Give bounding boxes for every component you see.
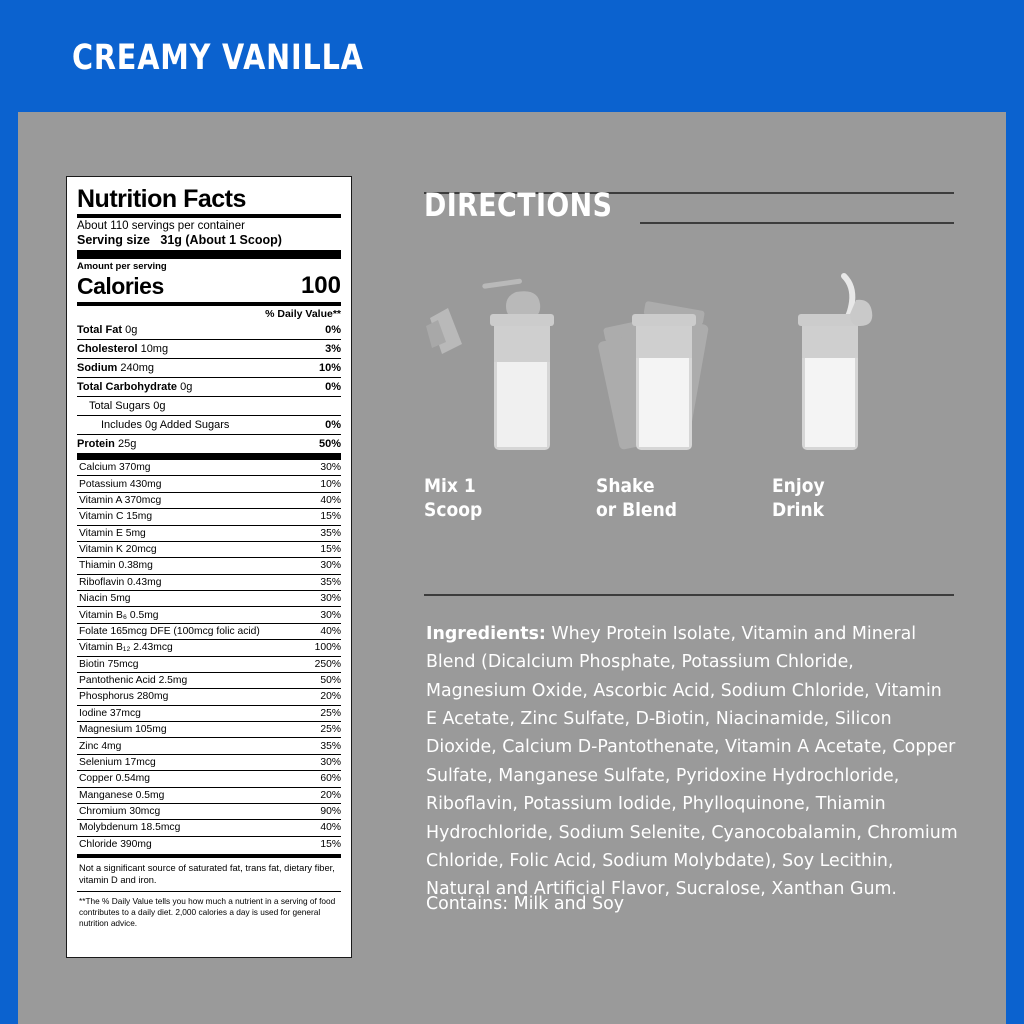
micronutrient-daily-value: 10% — [320, 478, 341, 490]
micronutrient-row — [77, 804, 341, 820]
micronutrient-row — [77, 722, 341, 738]
ingredients-label: Ingredients: — [426, 624, 546, 644]
directions-steps — [424, 270, 954, 570]
micronutrient-row — [77, 738, 341, 754]
nutrition-row-daily-value: 0% — [325, 324, 341, 336]
nutrition-row — [77, 416, 341, 435]
left-blue-border — [0, 112, 18, 1024]
serving-size-label: Serving size — [77, 233, 150, 247]
micronutrient-row — [77, 673, 341, 689]
direction-step-2-line2: or Blend — [596, 498, 678, 521]
direction-step-1 — [424, 270, 594, 523]
nutrition-row-name: Total Fat 0g — [77, 324, 138, 336]
micronutrient-name: Manganese 0.5mg — [79, 789, 165, 801]
micronutrient-daily-value: 15% — [320, 838, 341, 850]
micronutrient-name: Copper 0.54mg — [79, 773, 150, 785]
micronutrient-daily-value: 250% — [314, 658, 341, 670]
micronutrient-row — [77, 640, 341, 656]
serving-size-value: 31g (About 1 Scoop) — [160, 233, 282, 247]
nutrition-row — [77, 359, 341, 378]
nutrition-row-name: Includes 0g Added Sugars — [101, 419, 230, 431]
micronutrient-row — [77, 788, 341, 804]
micronutrient-daily-value: 40% — [320, 494, 341, 506]
nutrition-row-name: Cholesterol 10mg — [77, 343, 169, 355]
micronutrient-name: Vitamin B₁₂ 2.43mcg — [79, 642, 173, 654]
micronutrient-daily-value: 25% — [320, 707, 341, 719]
micronutrient-name: Biotin 75mcg — [79, 658, 139, 670]
micronutrient-daily-value: 30% — [320, 462, 341, 474]
micronutrient-name: Vitamin A 370mcg — [79, 494, 162, 506]
micronutrient-row — [77, 771, 341, 787]
divider — [77, 250, 341, 259]
servings-per-container: About 110 servings per container — [77, 220, 245, 232]
micronutrient-daily-value: 20% — [320, 691, 341, 703]
micronutrient-daily-value: 60% — [320, 773, 341, 785]
micronutrient-name: Chromium 30mcg — [79, 806, 161, 818]
nutrition-row-name: Sodium 240mg — [77, 362, 155, 374]
micronutrient-name: Chloride 390mg — [79, 838, 152, 850]
micronutrient-name: Iodine 37mcg — [79, 707, 141, 719]
nutrition-row — [77, 321, 341, 340]
micronutrient-name: Vitamin K 20mcg — [79, 544, 157, 556]
page-title: CREAMY VANILLA — [72, 38, 364, 78]
nutrition-row — [77, 397, 341, 416]
micronutrient-row — [77, 460, 341, 476]
micronutrient-daily-value: 50% — [320, 675, 341, 687]
micronutrient-name: Pantothenic Acid 2.5mg — [79, 675, 188, 687]
page-header — [0, 0, 1024, 112]
micronutrient-name: Zinc 4mg — [79, 740, 122, 752]
micronutrient-row — [77, 542, 341, 558]
daily-value-footnote: **The % Daily Value tells you how much a nutrient in a serving of food contributes to a daily diet. 2,000 calories a day is used for general nutrition advice. — [79, 896, 336, 928]
micronutrient-daily-value: 100% — [314, 642, 341, 654]
amount-per-serving-label: Amount per serving — [77, 261, 167, 272]
directions-title: DIRECTIONS — [424, 186, 613, 224]
micronutrient-name: Calcium 370mg — [79, 462, 151, 474]
direction-step-1-line2: Scoop — [424, 498, 483, 521]
micronutrient-row — [77, 558, 341, 574]
micronutrient-row — [77, 526, 341, 542]
micronutrient-name: Riboflavin 0.43mg — [79, 576, 162, 588]
micronutrient-row — [77, 755, 341, 771]
calories-row — [77, 272, 341, 302]
micronutrient-name: Vitamin C 15mg — [79, 511, 153, 523]
ingredients-block — [426, 620, 958, 904]
nutrition-row-daily-value: 0% — [325, 419, 341, 431]
micronutrient-daily-value: 15% — [320, 544, 341, 556]
micronutrient-daily-value: 40% — [320, 625, 341, 637]
nutrition-row-daily-value: 50% — [318, 438, 341, 450]
nutrition-main-rows — [77, 321, 341, 454]
contains-allergens: Contains: Milk and Soy — [426, 894, 625, 914]
direction-step-2 — [596, 270, 766, 523]
nutrition-row-daily-value: 3% — [325, 343, 341, 355]
micronutrient-row — [77, 820, 341, 836]
direction-step-1-line1: Mix 1 — [424, 475, 476, 497]
shaking-shaker-icon — [596, 270, 766, 470]
micronutrient-name: Niacin 5mg — [79, 593, 131, 605]
micronutrient-name: Molybdenum 18.5mcg — [79, 822, 181, 834]
micronutrient-name: Vitamin E 5mg — [79, 527, 146, 539]
micronutrient-row — [77, 607, 341, 623]
micronutrient-row — [77, 689, 341, 705]
direction-step-3-line2: Drink — [772, 498, 825, 521]
micronutrient-row — [77, 837, 341, 852]
ingredients-top-rule — [424, 594, 954, 596]
micronutrient-row — [77, 657, 341, 673]
micronutrient-name: Phosphorus 280mg — [79, 691, 169, 703]
serving-size-row — [77, 232, 341, 250]
micronutrient-row — [77, 575, 341, 591]
nutrition-micronutrient-rows — [77, 460, 341, 852]
micronutrient-name: Folate 165mcg DFE (100mcg folic acid) — [79, 625, 260, 637]
direction-step-3-line1: Enjoy — [772, 475, 825, 497]
scoop-and-shaker-icon — [424, 270, 594, 470]
micronutrient-daily-value: 30% — [320, 756, 341, 768]
micronutrient-row — [77, 476, 341, 492]
micronutrient-name: Magnesium 105mg — [79, 724, 167, 736]
directions-header — [424, 186, 954, 224]
nutrition-row-name: Protein 25g — [77, 438, 137, 450]
nutrition-row-name: Total Carbohydrate 0g — [77, 381, 193, 393]
nutrition-row-daily-value: 10% — [318, 362, 341, 374]
micronutrient-name: Potassium 430mg — [79, 478, 162, 490]
micronutrient-daily-value: 35% — [320, 527, 341, 539]
micronutrient-daily-value: 15% — [320, 511, 341, 523]
nutrition-facts-panel — [66, 176, 352, 958]
micronutrient-daily-value: 20% — [320, 789, 341, 801]
micronutrient-daily-value: 35% — [320, 740, 341, 752]
micronutrient-daily-value: 30% — [320, 593, 341, 605]
micronutrient-row — [77, 591, 341, 607]
micronutrient-row — [77, 509, 341, 525]
micronutrient-daily-value: 30% — [320, 609, 341, 621]
calories-value: 100 — [300, 272, 341, 299]
nutrition-facts-title: Nutrition Facts — [77, 185, 246, 213]
micronutrient-daily-value: 40% — [320, 822, 341, 834]
micronutrient-row — [77, 493, 341, 509]
micronutrient-name: Selenium 17mcg — [79, 756, 156, 768]
daily-value-header: % Daily Value** — [265, 308, 341, 320]
nutrition-row-daily-value: 0% — [325, 381, 341, 393]
micronutrient-daily-value: 25% — [320, 724, 341, 736]
nutrition-row — [77, 378, 341, 397]
direction-step-2-line1: Shake — [596, 475, 655, 497]
micronutrient-name: Thiamin 0.38mg — [79, 560, 153, 572]
micronutrient-daily-value: 30% — [320, 560, 341, 572]
micronutrient-daily-value: 35% — [320, 576, 341, 588]
nutrition-row — [77, 340, 341, 359]
nutrition-row-name: Total Sugars 0g — [89, 400, 166, 412]
right-blue-border — [1006, 112, 1024, 1024]
nutrition-row — [77, 435, 341, 454]
ingredients-text: Whey Protein Isolate, Vitamin and Mineral Blend (Dicalcium Phosphate, Potassium Chloride, Magnesium Oxide, Ascorbic Acid, Sodium Chloride, Vitamin E Acetate, Zinc Sulfate, D-Biotin, Niacinamide, Silicon Dioxide, Calcium D-Pantothenate, Vitamin A Acetate, Copper Sulfate, Manganese Sulfate, Pyridoxine Hydrochloride, Riboflavin, Potassium Iodide, Phylloquinone, Thiamin Hydrochloride, Sodium Selenite, Cyanocobalamin, Chromium Chloride, Folic Acid, Sodium Molybdate), Soy Lecithin, Natural and Artificial Flavor, Sucralose, Xanthan Gum. — [426, 624, 958, 900]
calories-label: Calories — [77, 273, 164, 299]
direction-step-3 — [772, 270, 942, 523]
micronutrient-daily-value: 90% — [320, 806, 341, 818]
not-significant-note: Not a significant source of saturated fat, trans fat, dietary fiber, vitamin D and iron. — [79, 863, 335, 885]
micronutrient-row — [77, 624, 341, 640]
micronutrient-row — [77, 706, 341, 722]
drink-shaker-icon — [772, 270, 942, 470]
micronutrient-name: Vitamin B₆ 0.5mg — [79, 609, 159, 621]
directions-section — [424, 186, 954, 224]
